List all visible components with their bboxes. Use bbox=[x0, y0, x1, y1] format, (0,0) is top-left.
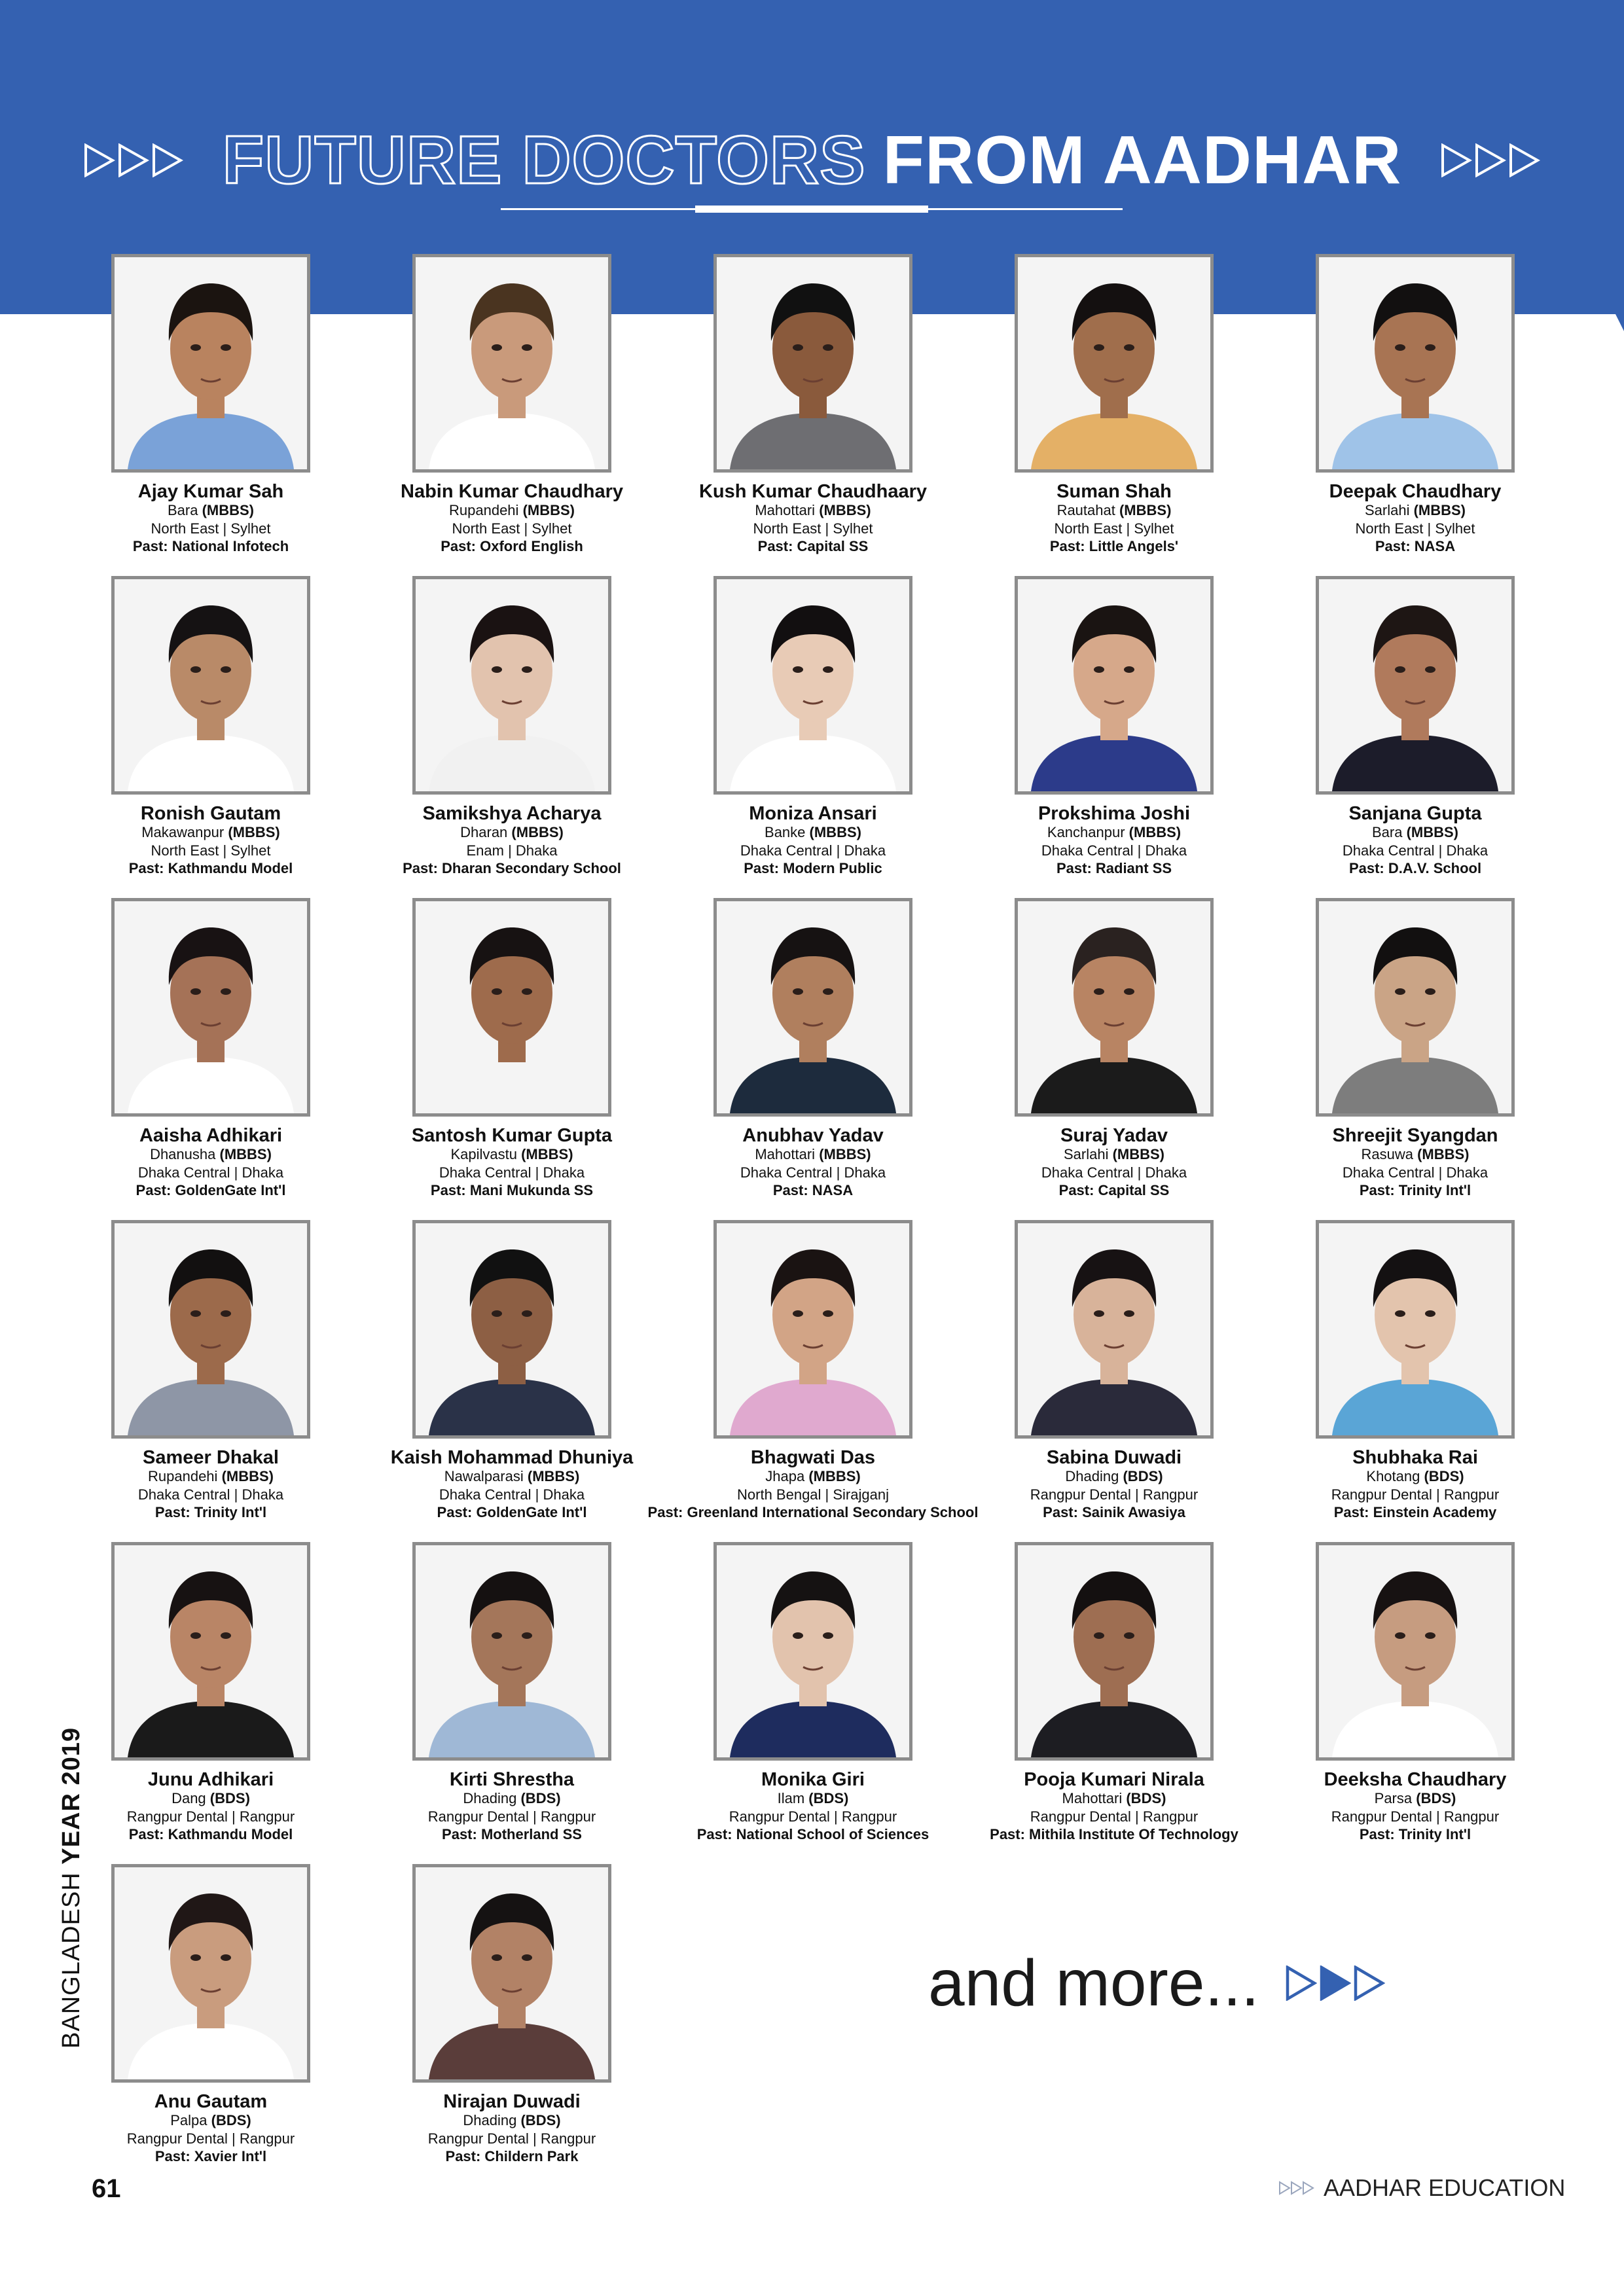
student-course: (MBBS) bbox=[221, 1468, 274, 1485]
student-district: Sarlahi bbox=[1364, 502, 1410, 519]
student-college: North East | Sylhet bbox=[151, 520, 271, 537]
student-name: Ajay Kumar Sah bbox=[137, 481, 284, 502]
student-name: Deeksha Chaudhary bbox=[1324, 1769, 1507, 1790]
student-district-line bbox=[778, 1789, 849, 1807]
student-college: Rangpur Dental | Rangpur bbox=[427, 2130, 596, 2147]
side-label bbox=[58, 1727, 86, 2049]
student-name: Pooja Kumari Nirala bbox=[1024, 1769, 1204, 1790]
portrait-icon bbox=[416, 257, 608, 469]
student-photo bbox=[1015, 1220, 1214, 1439]
page-title-outline: FUTURE DOCTORS bbox=[222, 122, 866, 198]
student-card bbox=[361, 254, 662, 576]
student-course: (MBBS) bbox=[202, 502, 255, 519]
student-district: Bara bbox=[167, 502, 198, 519]
student-photo bbox=[1316, 1542, 1515, 1761]
student-district: Dhading bbox=[463, 2112, 517, 2129]
student-district-line bbox=[141, 823, 280, 841]
student-photo bbox=[111, 576, 310, 795]
student-district: Sarlahi bbox=[1063, 1146, 1109, 1163]
student-course: (MBBS) bbox=[1417, 1146, 1470, 1163]
footer-arrows-icon bbox=[1279, 2181, 1314, 2195]
student-district: Jhapa bbox=[765, 1468, 805, 1485]
student-course: (BDS) bbox=[211, 2112, 251, 2129]
portrait-icon bbox=[115, 1223, 307, 1435]
student-district: Rasuwa bbox=[1361, 1146, 1413, 1163]
student-past-school: Past: Modern Public bbox=[744, 859, 882, 876]
student-card bbox=[964, 1542, 1265, 1864]
student-college: North East | Sylhet bbox=[753, 520, 873, 537]
student-college: Rangpur Dental | Rangpur bbox=[427, 1808, 596, 1825]
student-district-line bbox=[765, 1467, 861, 1485]
student-district-line bbox=[150, 1145, 272, 1163]
student-district-line bbox=[463, 1789, 560, 1807]
student-name: Junu Adhikari bbox=[147, 1769, 274, 1790]
student-past-school: Past: D.A.V. School bbox=[1348, 859, 1482, 876]
student-course: (MBBS) bbox=[1128, 824, 1182, 841]
student-name: Kush Kumar Chaudhaary bbox=[698, 481, 928, 502]
student-past-school: Past: Mithila Institute Of Technology bbox=[990, 1825, 1238, 1842]
student-district-line bbox=[170, 2111, 251, 2129]
portrait-icon bbox=[1018, 1223, 1210, 1435]
portrait-icon bbox=[115, 579, 307, 791]
page-title bbox=[222, 122, 1402, 198]
student-photo bbox=[713, 898, 912, 1117]
student-district: Parsa bbox=[1374, 1790, 1413, 1807]
student-college: Enam | Dhaka bbox=[466, 842, 558, 859]
portrait-icon bbox=[1319, 1545, 1511, 1757]
student-card bbox=[60, 1864, 361, 2186]
student-name: Nirajan Duwadi bbox=[443, 2091, 581, 2112]
student-district: Khotang bbox=[1366, 1468, 1420, 1485]
student-past-school: Past: NASA bbox=[1375, 537, 1456, 554]
student-college: Dhaka Central | Dhaka bbox=[740, 842, 886, 859]
title-underline-accent bbox=[695, 206, 928, 213]
and-more-text: and more... bbox=[928, 1946, 1259, 2020]
student-card bbox=[60, 1542, 361, 1864]
student-card bbox=[60, 576, 361, 898]
portrait-icon bbox=[717, 579, 909, 791]
title-left-arrows-icon bbox=[84, 143, 183, 177]
student-card bbox=[1265, 1220, 1566, 1542]
student-college: Dhaka Central | Dhaka bbox=[137, 1486, 284, 1503]
student-district-line bbox=[1372, 823, 1458, 841]
student-photo bbox=[111, 1864, 310, 2083]
and-more bbox=[928, 1946, 1385, 2020]
student-course: (BDS) bbox=[520, 1790, 561, 1807]
student-past-school: Past: Little Angels' bbox=[1049, 537, 1179, 554]
student-card bbox=[964, 254, 1265, 576]
student-past-school: Past: Kathmandu Model bbox=[128, 1825, 293, 1842]
student-district-line bbox=[463, 2111, 560, 2129]
student-photo bbox=[1316, 254, 1515, 473]
student-past-school: Past: Greenland International Secondary School bbox=[647, 1503, 979, 1520]
student-course: (BDS) bbox=[1424, 1468, 1464, 1485]
student-college: Rangpur Dental | Rangpur bbox=[1030, 1486, 1199, 1503]
student-card bbox=[1265, 1542, 1566, 1864]
student-course: (BDS) bbox=[520, 2112, 561, 2129]
student-photo bbox=[1015, 576, 1214, 795]
student-college: Dhaka Central | Dhaka bbox=[1342, 842, 1489, 859]
student-district-line bbox=[755, 501, 871, 519]
student-district: Ilam bbox=[777, 1790, 805, 1807]
student-course: (MBBS) bbox=[1119, 502, 1172, 519]
student-course: (MBBS) bbox=[1413, 502, 1466, 519]
student-district: Dhading bbox=[463, 1790, 517, 1807]
footer-brand-text: AADHAR EDUCATION bbox=[1324, 2174, 1566, 2201]
student-course: (MBBS) bbox=[228, 824, 280, 841]
student-district-line bbox=[1064, 1145, 1164, 1163]
student-district: Dhanusha bbox=[150, 1146, 216, 1163]
page-title-solid: FROM AADHAR bbox=[882, 122, 1402, 198]
student-card bbox=[361, 1864, 662, 2186]
student-district-line bbox=[1057, 501, 1172, 519]
student-college: Rangpur Dental | Rangpur bbox=[1030, 1808, 1199, 1825]
footer-brand bbox=[1279, 2174, 1565, 2202]
student-course: (BDS) bbox=[808, 1790, 849, 1807]
student-photo bbox=[1015, 254, 1214, 473]
student-past-school: Past: National Infotech bbox=[132, 537, 289, 554]
student-district-line bbox=[755, 1145, 871, 1163]
student-past-school: Past: Motherland SS bbox=[442, 1825, 582, 1842]
student-course: (MBBS) bbox=[527, 1468, 580, 1485]
and-more-arrows-icon bbox=[1286, 1965, 1385, 2001]
student-past-school: Past: Kathmandu Model bbox=[128, 859, 293, 876]
student-past-school: Past: Einstein Academy bbox=[1333, 1503, 1497, 1520]
student-name: Sabina Duwadi bbox=[1046, 1447, 1182, 1468]
student-district: Rupandehi bbox=[449, 502, 519, 519]
student-district: Kapilvastu bbox=[450, 1146, 517, 1163]
student-college: Dhaka Central | Dhaka bbox=[1041, 1164, 1187, 1181]
student-college: Rangpur Dental | Rangpur bbox=[1331, 1486, 1500, 1503]
student-district-line bbox=[171, 1789, 250, 1807]
student-college: North East | Sylhet bbox=[151, 842, 271, 859]
student-college: Rangpur Dental | Rangpur bbox=[126, 1808, 295, 1825]
student-photo bbox=[1316, 576, 1515, 795]
title-right-arrows-icon bbox=[1441, 143, 1540, 177]
student-card bbox=[1265, 254, 1566, 576]
page-number: 61 bbox=[92, 2174, 121, 2203]
student-photo bbox=[1316, 1220, 1515, 1439]
student-course: (MBBS) bbox=[808, 1468, 861, 1485]
portrait-icon bbox=[1319, 901, 1511, 1113]
student-district: Mahottari bbox=[1062, 1790, 1123, 1807]
student-district: Dang bbox=[171, 1790, 206, 1807]
student-card bbox=[964, 898, 1265, 1220]
student-photo bbox=[713, 254, 912, 473]
portrait-icon bbox=[1319, 257, 1511, 469]
student-photo bbox=[412, 1542, 611, 1761]
student-name: Shreejit Syangdan bbox=[1332, 1125, 1498, 1146]
student-past-school: Past: Trinity Int'l bbox=[1359, 1825, 1471, 1842]
student-photo bbox=[412, 898, 611, 1117]
portrait-icon bbox=[1018, 257, 1210, 469]
student-name: Anu Gautam bbox=[154, 2091, 268, 2112]
student-photo bbox=[111, 254, 310, 473]
student-name: Nabin Kumar Chaudhary bbox=[401, 481, 623, 502]
student-course: (MBBS) bbox=[1112, 1146, 1165, 1163]
student-card bbox=[964, 1220, 1265, 1542]
student-past-school: Past: NASA bbox=[772, 1181, 854, 1198]
student-name: Sameer Dhakal bbox=[143, 1447, 279, 1468]
portrait-icon bbox=[717, 1223, 909, 1435]
student-course: (BDS) bbox=[1416, 1790, 1456, 1807]
portrait-icon bbox=[416, 579, 608, 791]
student-past-school: Past: Oxford English bbox=[441, 537, 583, 554]
student-photo bbox=[111, 1220, 310, 1439]
student-college: Dhaka Central | Dhaka bbox=[439, 1486, 585, 1503]
student-card bbox=[1265, 576, 1566, 898]
student-college: North Bengal | Sirajganj bbox=[737, 1486, 889, 1503]
student-card bbox=[647, 1220, 979, 1542]
student-district: Palpa bbox=[170, 2112, 208, 2129]
portrait-icon bbox=[115, 1867, 307, 2079]
student-name: Deepak Chaudhary bbox=[1329, 481, 1502, 502]
portrait-icon bbox=[1018, 1545, 1210, 1757]
student-photo bbox=[713, 1220, 912, 1439]
student-photo bbox=[1316, 898, 1515, 1117]
student-course: (MBBS) bbox=[809, 824, 861, 841]
student-district: Mahottari bbox=[755, 1146, 816, 1163]
student-card bbox=[361, 898, 662, 1220]
student-district-line bbox=[1047, 823, 1181, 841]
student-card bbox=[964, 576, 1265, 898]
student-past-school: Past: Capital SS bbox=[757, 537, 869, 554]
student-name: Monika Giri bbox=[761, 1769, 865, 1790]
student-district-line bbox=[765, 823, 861, 841]
student-college: Dhaka Central | Dhaka bbox=[1342, 1164, 1489, 1181]
student-college: Dhaka Central | Dhaka bbox=[740, 1164, 886, 1181]
student-district-line bbox=[1375, 1789, 1456, 1807]
student-college: Rangpur Dental | Rangpur bbox=[729, 1808, 897, 1825]
student-name: Santosh Kumar Gupta bbox=[411, 1125, 613, 1146]
student-past-school: Past: Childern Park bbox=[445, 2147, 579, 2164]
student-name: Prokshima Joshi bbox=[1038, 803, 1191, 824]
student-grid bbox=[60, 254, 1566, 2186]
student-past-school: Past: GoldenGate Int'l bbox=[135, 1181, 286, 1198]
student-district-line bbox=[449, 501, 575, 519]
student-course: (MBBS) bbox=[1406, 824, 1459, 841]
student-photo bbox=[412, 1220, 611, 1439]
student-past-school: Past: Mani Mukunda SS bbox=[430, 1181, 594, 1198]
portrait-icon bbox=[1018, 901, 1210, 1113]
student-college: North East | Sylhet bbox=[1054, 520, 1174, 537]
student-photo bbox=[412, 576, 611, 795]
student-past-school: Past: Dharan Secondary School bbox=[403, 859, 621, 876]
student-name: Aaisha Adhikari bbox=[139, 1125, 283, 1146]
portrait-icon bbox=[416, 1545, 608, 1757]
student-district-line bbox=[460, 823, 564, 841]
student-photo bbox=[713, 1542, 912, 1761]
student-card bbox=[361, 1542, 662, 1864]
student-past-school: Past: Trinity Int'l bbox=[1359, 1181, 1471, 1198]
student-card bbox=[60, 898, 361, 1220]
student-past-school: Past: National School of Sciences bbox=[696, 1825, 929, 1842]
student-course: (MBBS) bbox=[819, 502, 871, 519]
portrait-icon bbox=[1018, 579, 1210, 791]
student-name: Suraj Yadav bbox=[1060, 1125, 1168, 1146]
student-card bbox=[60, 1220, 361, 1542]
title-row bbox=[0, 118, 1624, 203]
student-photo bbox=[1015, 898, 1214, 1117]
student-district-line bbox=[444, 1467, 580, 1485]
student-district: Rautahat bbox=[1056, 502, 1115, 519]
student-card bbox=[1265, 898, 1566, 1220]
portrait-icon bbox=[717, 1545, 909, 1757]
student-course: (MBBS) bbox=[219, 1146, 272, 1163]
student-district-line bbox=[1361, 1145, 1469, 1163]
student-course: (BDS) bbox=[209, 1790, 250, 1807]
portrait-icon bbox=[416, 901, 608, 1113]
student-district-line bbox=[1065, 1467, 1163, 1485]
student-name: Kaish Mohammad Dhuniya bbox=[390, 1447, 634, 1468]
student-district-line bbox=[1366, 1467, 1464, 1485]
student-photo bbox=[111, 898, 310, 1117]
portrait-icon bbox=[717, 257, 909, 469]
student-district: Kanchanpur bbox=[1047, 824, 1125, 841]
student-photo bbox=[412, 254, 611, 473]
student-course: (MBBS) bbox=[521, 1146, 573, 1163]
portrait-icon bbox=[416, 1867, 608, 2079]
student-card bbox=[361, 576, 662, 898]
student-photo bbox=[713, 576, 912, 795]
student-name: Suman Shah bbox=[1056, 481, 1172, 502]
student-course: (BDS) bbox=[1126, 1790, 1166, 1807]
student-name: Kirti Shrestha bbox=[449, 1769, 575, 1790]
student-district-line bbox=[450, 1145, 573, 1163]
student-card bbox=[662, 898, 964, 1220]
student-name: Bhagwati Das bbox=[750, 1447, 876, 1468]
student-name: Moniza Ansari bbox=[749, 803, 877, 824]
student-district-line bbox=[168, 501, 254, 519]
student-college: Dhaka Central | Dhaka bbox=[1041, 842, 1187, 859]
student-college: North East | Sylhet bbox=[1355, 520, 1475, 537]
student-college: Rangpur Dental | Rangpur bbox=[126, 2130, 295, 2147]
student-district: Mahottari bbox=[755, 502, 816, 519]
student-card bbox=[662, 254, 964, 576]
student-course: (BDS) bbox=[1123, 1468, 1163, 1485]
student-course: (MBBS) bbox=[819, 1146, 871, 1163]
student-district: Bara bbox=[1371, 824, 1403, 841]
student-past-school: Past: Capital SS bbox=[1058, 1181, 1170, 1198]
student-district: Banke bbox=[765, 824, 806, 841]
student-district-line bbox=[1062, 1789, 1166, 1807]
student-name: Ronish Gautam bbox=[140, 803, 281, 824]
student-district-line bbox=[148, 1467, 274, 1485]
portrait-icon bbox=[717, 901, 909, 1113]
student-name: Shubhaka Rai bbox=[1352, 1447, 1478, 1468]
student-name: Anubhav Yadav bbox=[742, 1125, 884, 1146]
portrait-icon bbox=[1319, 579, 1511, 791]
portrait-icon bbox=[115, 901, 307, 1113]
student-past-school: Past: Trinity Int'l bbox=[154, 1503, 267, 1520]
student-course: (MBBS) bbox=[522, 502, 575, 519]
student-district: Nawalparasi bbox=[444, 1468, 524, 1485]
student-photo bbox=[111, 1542, 310, 1761]
portrait-icon bbox=[115, 257, 307, 469]
header-notch bbox=[1615, 313, 1624, 331]
student-college: Rangpur Dental | Rangpur bbox=[1331, 1808, 1500, 1825]
student-district: Dharan bbox=[460, 824, 508, 841]
student-photo bbox=[1015, 1542, 1214, 1761]
student-photo bbox=[412, 1864, 611, 2083]
student-district: Rupandehi bbox=[148, 1468, 218, 1485]
student-card bbox=[60, 254, 361, 576]
portrait-icon bbox=[115, 1545, 307, 1757]
portrait-icon bbox=[416, 1223, 608, 1435]
student-district-line bbox=[1365, 501, 1466, 519]
student-past-school: Past: GoldenGate Int'l bbox=[437, 1503, 587, 1520]
student-past-school: Past: Xavier Int'l bbox=[154, 2147, 267, 2164]
side-label-country: BANGLADESH bbox=[58, 1872, 85, 2049]
side-label-year: YEAR 2019 bbox=[58, 1727, 85, 1865]
student-district: Dhading bbox=[1065, 1468, 1119, 1485]
student-name: Sanjana Gupta bbox=[1348, 803, 1482, 824]
portrait-icon bbox=[1319, 1223, 1511, 1435]
student-name: Samikshya Acharya bbox=[422, 803, 602, 824]
student-course: (MBBS) bbox=[511, 824, 564, 841]
student-past-school: Past: Sainik Awasiya bbox=[1043, 1503, 1185, 1520]
student-college: Dhaka Central | Dhaka bbox=[137, 1164, 284, 1181]
student-card bbox=[361, 1220, 662, 1542]
student-card bbox=[662, 1542, 964, 1864]
student-college: North East | Sylhet bbox=[452, 520, 572, 537]
student-card bbox=[662, 576, 964, 898]
student-district: Makawanpur bbox=[141, 824, 225, 841]
student-past-school: Past: Radiant SS bbox=[1056, 859, 1172, 876]
student-college: Dhaka Central | Dhaka bbox=[439, 1164, 585, 1181]
